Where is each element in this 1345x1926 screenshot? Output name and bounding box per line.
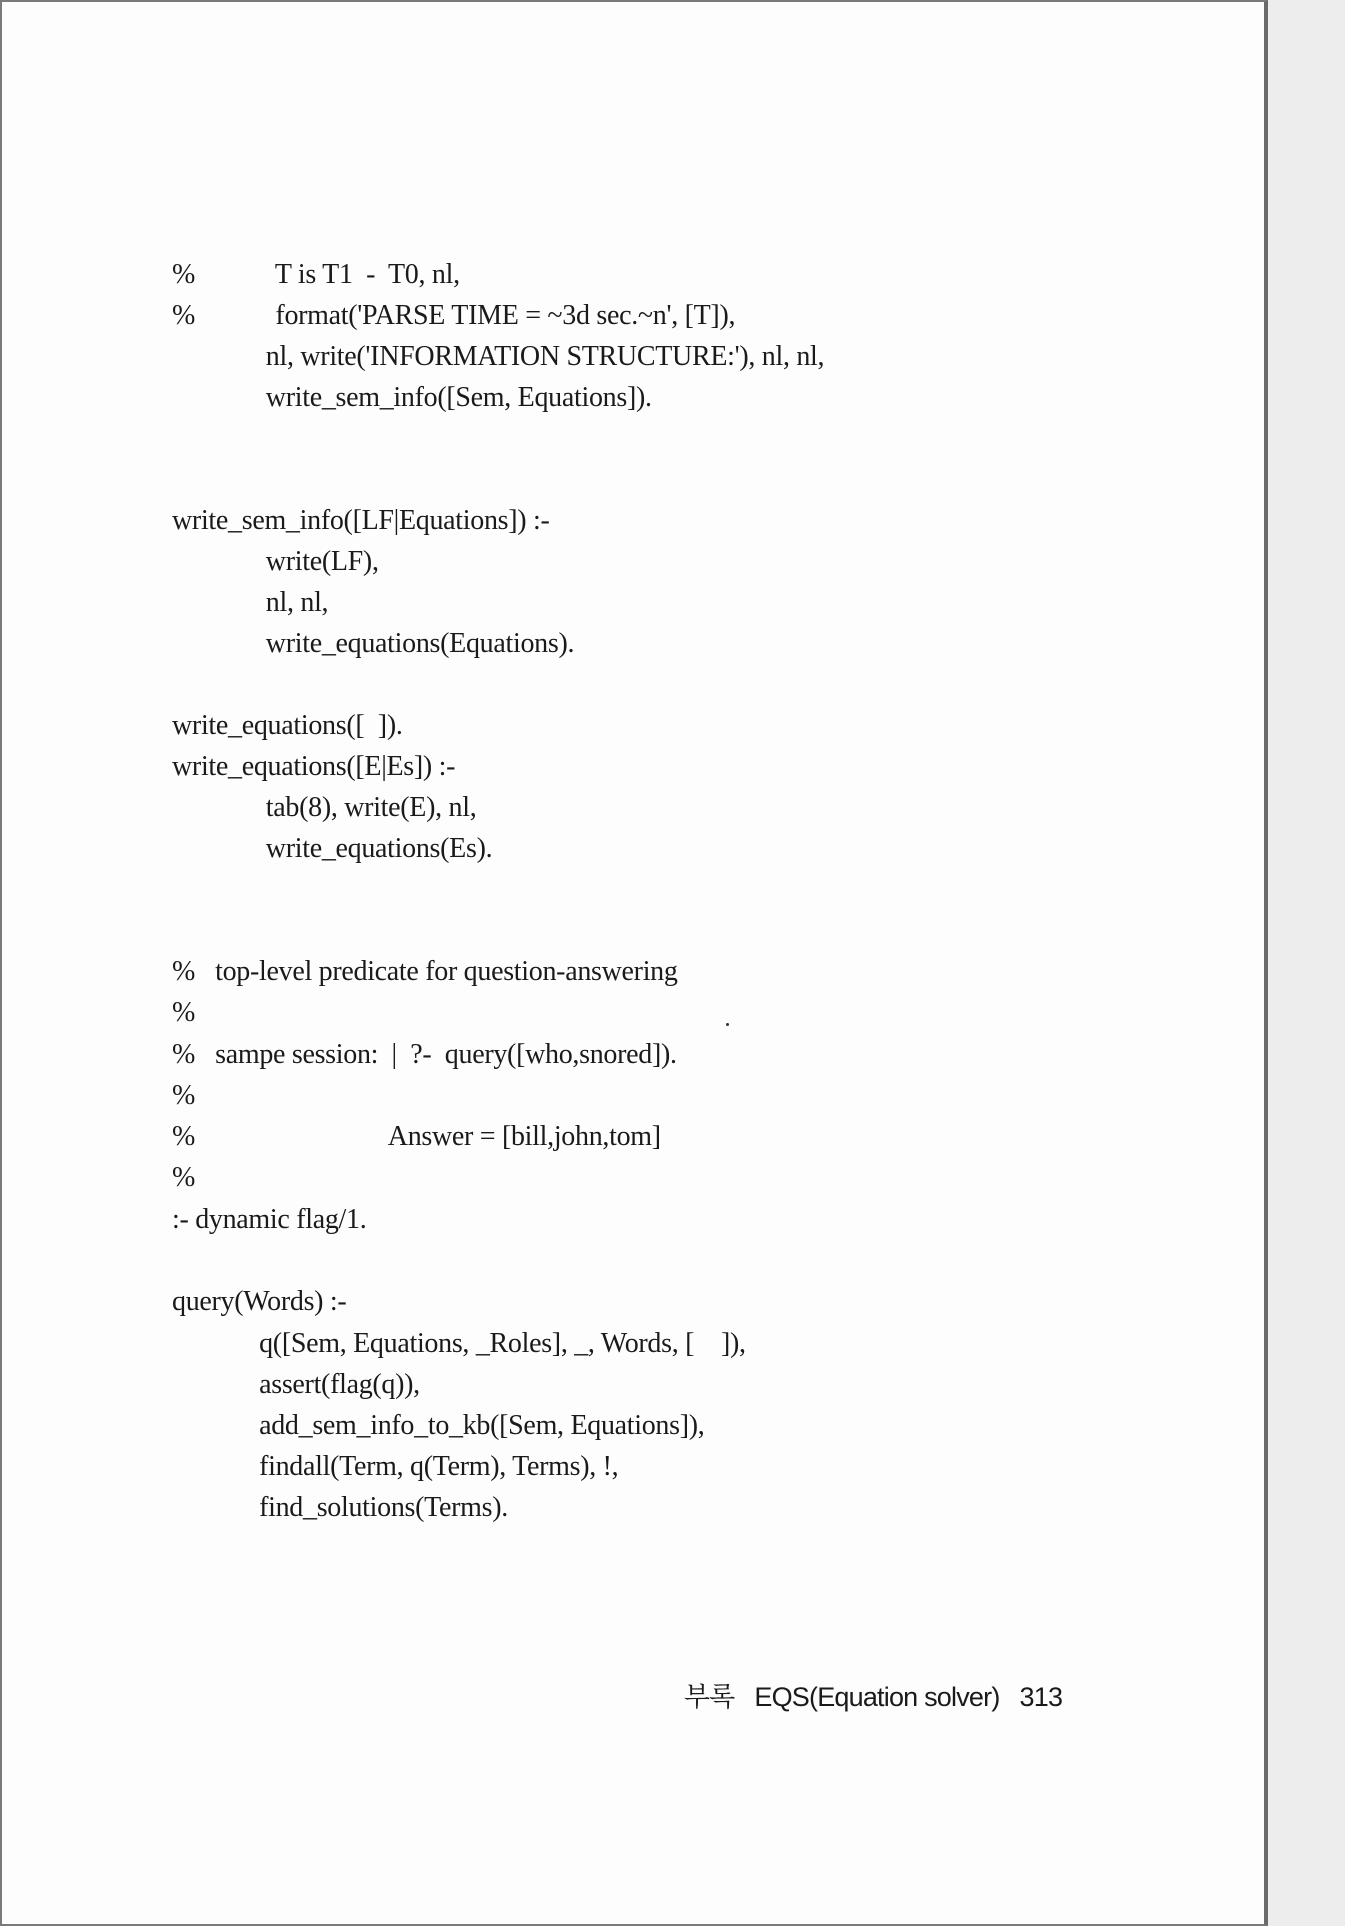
code-line: % [172,1080,196,1111]
code-line: % Answer = [bill,john,tom] [172,1121,661,1152]
code-line: write_sem_info([LF|Equations]) :- [172,505,550,536]
code-line: :- dynamic flag/1. [172,1204,367,1235]
code-line: write_sem_info([Sem, Equations]). [172,382,652,413]
code-line: % sampe session: | ?- query([who,snored]). [172,1039,677,1070]
code-line: find_solutions(Terms). [172,1492,508,1523]
code-line: nl, write('INFORMATION STRUCTURE:'), nl, nl, [172,341,825,372]
code-line: write(LF), [172,546,379,577]
footer-title: EQS(Equation solver) [754,1682,1000,1712]
code-line: % [172,997,196,1028]
code-line: nl, nl, [172,587,329,618]
code-line: query(Words) :- [172,1286,347,1317]
page-number: 313 [1019,1682,1063,1712]
speck [726,1023,729,1026]
page-footer [657,1644,1062,1745]
code-line: % format('PARSE TIME = ~3d sec.~n', [T]), [172,300,736,331]
code-line: tab(8), write(E), nl, [172,792,477,823]
code-line: assert(flag(q)), [172,1369,420,1400]
code-line: findall(Term, q(Term), Terms), !, [172,1451,619,1482]
code-line: write_equations([E|Es]) :- [172,751,456,782]
code-line: % [172,1162,196,1193]
code-line: % top-level predicate for question-answering [172,956,678,987]
code-line: write_equations([ ]). [172,710,403,741]
code-line: % T is T1 - T0, nl, [172,259,460,290]
code-line: write_equations(Equations). [172,628,575,659]
code-line: write_equations(Es). [172,833,493,864]
page-edge-shadow [1268,0,1345,1926]
footer-section: 부록 [683,1682,735,1712]
code-line: add_sem_info_to_kb([Sem, Equations]), [172,1410,705,1441]
code-line: q([Sem, Equations, _Roles], _, Words, [ ]), [172,1328,746,1359]
